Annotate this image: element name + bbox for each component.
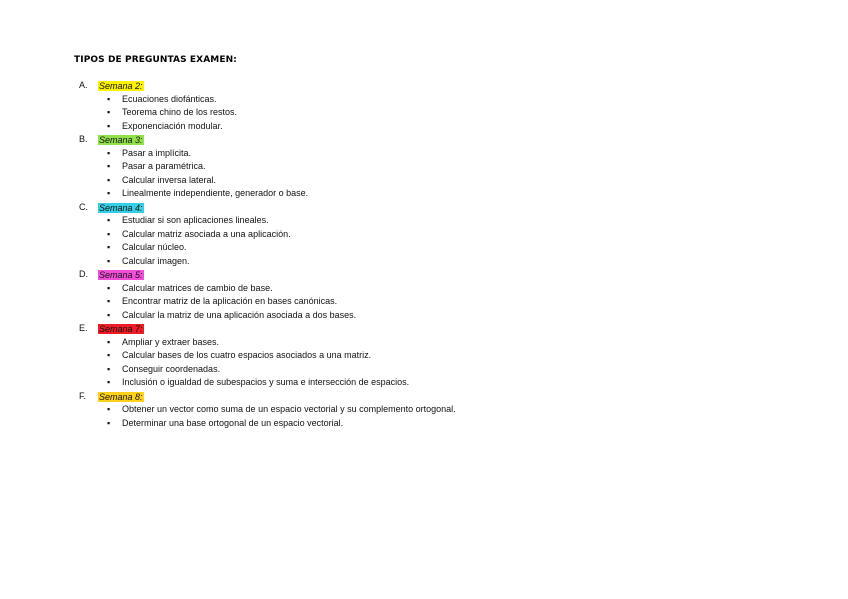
list-item <box>0 349 848 363</box>
list-item-text: Pasar a implícita. <box>122 147 192 158</box>
bullet-icon: ▪ <box>107 336 111 347</box>
bullet-icon: ▪ <box>107 174 111 185</box>
list-item <box>0 214 848 228</box>
section-heading <box>0 322 848 336</box>
bullet-icon: ▪ <box>107 242 111 252</box>
bullet-icon: ▪ <box>107 215 111 225</box>
list-item <box>0 174 848 188</box>
section-letter: F. <box>79 390 87 401</box>
list-item-text: Calcular núcleo. <box>122 242 187 252</box>
section-heading <box>0 201 848 215</box>
list-item <box>0 93 848 107</box>
section-week-label: Semana 5: <box>99 270 143 280</box>
section-heading <box>0 79 848 93</box>
section-letter: A. <box>79 80 88 90</box>
section-items <box>0 282 848 323</box>
list-item <box>0 309 848 323</box>
bullet-icon: ▪ <box>107 417 111 428</box>
section-week-label: Semana 7: <box>99 324 143 334</box>
bullet-icon: ▪ <box>107 309 111 320</box>
list-item-text: Inclusión o igualdad de subespacios y suma e intersección de espacios. <box>122 377 410 387</box>
section-heading <box>0 268 848 282</box>
bullet-icon: ▪ <box>107 296 111 306</box>
list-item-text: Pasar a paramétrica. <box>122 161 206 171</box>
list-item-text: Calcular matriz asociada a una aplicación. <box>122 228 291 239</box>
section-f <box>0 390 848 431</box>
section-e <box>0 322 848 390</box>
section-d <box>0 268 848 322</box>
section-week-label: Semana 2: <box>99 81 143 91</box>
list-item <box>0 241 848 255</box>
list-item <box>0 363 848 377</box>
list-item-text: Calcular bases de los cuatro espacios asociados a una matriz. <box>122 350 372 360</box>
section-letter: B. <box>79 134 88 144</box>
bullet-icon: ▪ <box>107 120 111 131</box>
sections-list <box>0 79 848 430</box>
bullet-icon: ▪ <box>107 161 111 171</box>
section-items <box>0 147 848 201</box>
bullet-icon: ▪ <box>107 107 111 117</box>
list-item-text: Conseguir coordenadas. <box>122 363 221 374</box>
list-item-text: Calcular imagen. <box>122 255 190 266</box>
list-item <box>0 255 848 269</box>
list-item-text: Obtener un vector como suma de un espacio vectorial y su complemento ortogonal. <box>122 404 456 414</box>
section-items <box>0 336 848 390</box>
list-item-text: Ampliar y extraer bases. <box>122 336 220 347</box>
bullet-icon: ▪ <box>107 350 111 360</box>
bullet-icon: ▪ <box>107 147 111 158</box>
bullet-icon: ▪ <box>107 228 111 239</box>
list-item <box>0 106 848 120</box>
list-item-text: Encontrar matriz de la aplicación en bases canónicas. <box>122 296 338 306</box>
list-item <box>0 160 848 174</box>
list-item <box>0 147 848 161</box>
section-letter: D. <box>79 269 88 279</box>
bullet-icon: ▪ <box>107 93 111 104</box>
list-item-text: Teorema chino de los restos. <box>122 107 238 117</box>
section-c <box>0 201 848 269</box>
list-item <box>0 403 848 417</box>
section-items <box>0 214 848 268</box>
section-letter: C. <box>79 201 88 212</box>
list-item <box>0 120 848 134</box>
section-week-label: Semana 4: <box>99 202 143 213</box>
bullet-icon: ▪ <box>107 282 111 293</box>
bullet-icon: ▪ <box>107 377 111 387</box>
bullet-icon: ▪ <box>107 188 111 198</box>
section-week-label: Semana 3: <box>99 135 143 145</box>
list-item-text: Determinar una base ortogonal de un espacio vectorial. <box>122 417 344 428</box>
list-item-text: Linealmente independiente, generador o base. <box>122 188 309 198</box>
section-items <box>0 403 848 430</box>
bullet-icon: ▪ <box>107 363 111 374</box>
list-item-text: Calcular inversa lateral. <box>122 174 217 185</box>
list-item <box>0 228 848 242</box>
section-letter: E. <box>79 323 88 333</box>
section-items <box>0 93 848 134</box>
list-item <box>0 295 848 309</box>
list-item-text: Ecuaciones diofánticas. <box>122 93 217 104</box>
list-item-text: Exponenciación modular. <box>122 120 223 131</box>
list-item <box>0 417 848 431</box>
list-item <box>0 282 848 296</box>
list-item-text: Calcular matrices de cambio de base. <box>122 282 273 293</box>
section-a <box>0 79 848 133</box>
list-item-text: Calcular la matriz de una aplicación asociada a dos bases. <box>122 309 357 320</box>
section-week-label: Semana 8: <box>99 391 143 402</box>
list-item <box>0 187 848 201</box>
list-item <box>0 376 848 390</box>
section-heading <box>0 390 848 404</box>
list-item-text: Estudiar si son aplicaciones lineales. <box>122 215 269 225</box>
bullet-icon: ▪ <box>107 404 111 414</box>
section-b <box>0 133 848 201</box>
section-heading <box>0 133 848 147</box>
document-title: TIPOS DE PREGUNTAS EXAMEN: <box>74 55 237 65</box>
list-item <box>0 336 848 350</box>
bullet-icon: ▪ <box>107 255 111 266</box>
